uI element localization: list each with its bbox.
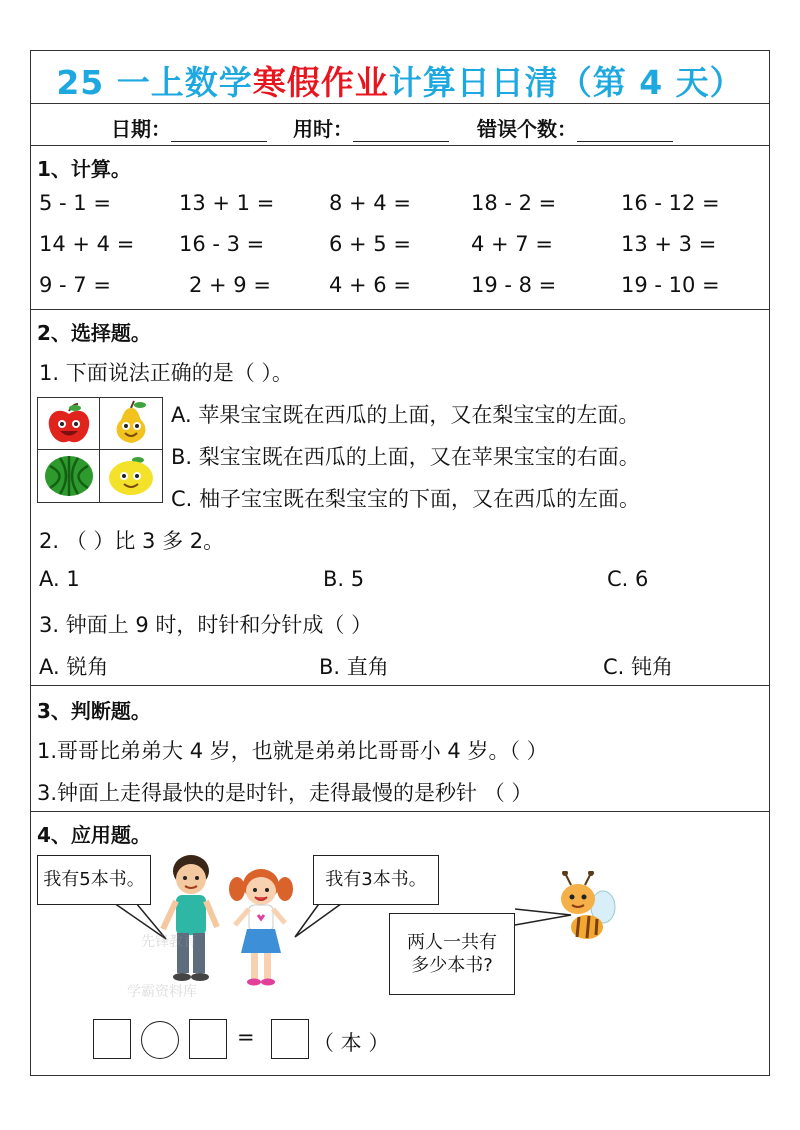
option-c: C. 柚子宝宝既在梨宝宝的下面，又在西瓜的左面。 [171, 487, 641, 511]
answer-box[interactable] [271, 1019, 309, 1059]
q2-option-a: A. 1 [39, 567, 80, 591]
calc-item: 19 - 10 = [621, 273, 720, 297]
calc-item: 4 + 7 = [471, 232, 553, 256]
section-3-heading: 3、判断题。 [37, 699, 151, 723]
grid-line [38, 449, 162, 450]
divider [31, 103, 769, 104]
speech-bubble-bee: 两人一共有多少本书? [389, 913, 515, 995]
calc-item: 18 - 2 = [471, 191, 557, 215]
question-1-stem: 1. 下面说法正确的是（ ）。 [39, 361, 293, 385]
divider [31, 685, 769, 686]
answer-box[interactable] [189, 1019, 227, 1059]
equals-sign: = [237, 1025, 255, 1049]
lemon-icon [104, 454, 158, 498]
speech-bubble-boy: 我有5本书。 [37, 855, 151, 905]
pear-icon [106, 400, 156, 446]
speech-bubble-girl: 我有3本书。 [313, 855, 439, 905]
calc-item: 9 - 7 = [39, 273, 111, 297]
question-2-stem: 2. （ ）比 3 多 2。 [39, 529, 225, 553]
section-2-heading: 2、选择题。 [37, 321, 151, 345]
answer-box[interactable] [93, 1019, 131, 1059]
date-field[interactable]: 日期： [111, 113, 267, 142]
divider [31, 309, 769, 310]
section-1-heading: 1、计算。 [37, 157, 131, 181]
errors-blank[interactable] [577, 121, 673, 142]
watermelon-icon [42, 454, 96, 498]
q3-option-a: A. 锐角 [39, 655, 109, 679]
time-field[interactable]: 用时： [293, 113, 449, 142]
errors-field[interactable]: 错误个数： [477, 113, 673, 142]
calc-item: 5 - 1 = [39, 191, 111, 215]
calc-item: 14 + 4 = [39, 232, 135, 256]
unit-label: （ 本 ） [313, 1031, 390, 1055]
time-blank[interactable] [353, 121, 449, 142]
calc-item: 2 + 9 = [189, 273, 271, 297]
calc-item: 4 + 6 = [329, 273, 411, 297]
divider [31, 811, 769, 812]
calc-item: 8 + 4 = [329, 191, 411, 215]
bee-character [547, 871, 619, 951]
q2-option-b: B. 5 [323, 567, 365, 591]
section-4-heading: 4、应用题。 [37, 823, 151, 847]
grid-line [99, 398, 100, 502]
judge-item: 3.钟面上走得最快的是时针，走得最慢的是秒针 （ ） [37, 781, 533, 805]
fruit-grid [37, 397, 163, 503]
boy-character [159, 851, 223, 991]
calc-item: 16 - 3 = [179, 232, 265, 256]
worksheet [30, 50, 770, 1076]
calc-item: 19 - 8 = [471, 273, 557, 297]
calc-item: 13 + 1 = [179, 191, 275, 215]
operator-circle[interactable] [141, 1021, 179, 1059]
q3-option-c: C. 钝角 [603, 655, 674, 679]
apple-icon [44, 402, 94, 446]
watermark: 学霸资料库 [127, 984, 197, 1000]
calc-item: 13 + 3 = [621, 232, 717, 256]
question-3-stem: 3. 钟面上 9 时，时针和分针成（ ） [39, 613, 373, 637]
q3-option-b: B. 直角 [319, 655, 389, 679]
q2-option-c: C. 6 [607, 567, 649, 591]
calc-item: 6 + 5 = [329, 232, 411, 256]
option-a: A. 苹果宝宝既在西瓜的上面，又在梨宝宝的左面。 [171, 403, 640, 427]
watermark: 先锋教育 [141, 934, 197, 950]
option-b: B. 梨宝宝既在西瓜的上面，又在苹果宝宝的右面。 [171, 445, 640, 469]
divider [31, 145, 769, 146]
calc-item: 16 - 12 = [621, 191, 720, 215]
page-title: 25 一上数学寒假作业计算日日清（第 4 天） [56, 63, 744, 102]
girl-character [227, 863, 295, 993]
judge-item: 1.哥哥比弟弟大 4 岁，也就是弟弟比哥哥小 4 岁。（ ） [37, 739, 548, 763]
date-blank[interactable] [171, 121, 267, 142]
